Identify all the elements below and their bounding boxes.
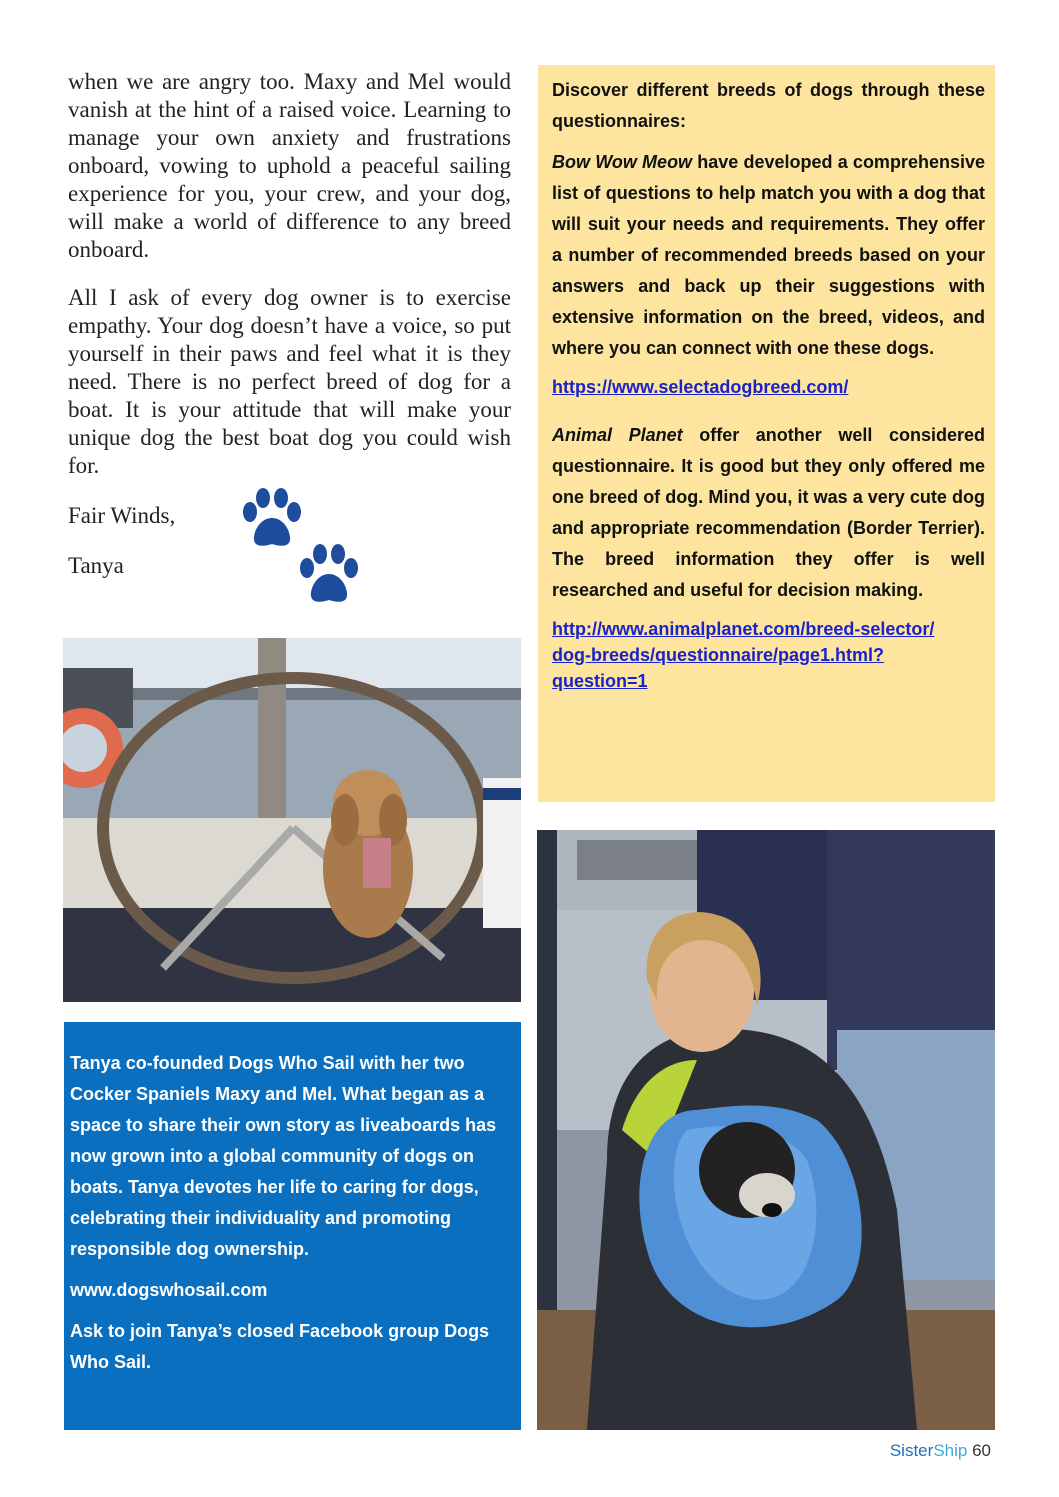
bio-text: Tanya co-founded Dogs Who Sail with her two Cocker Spaniels Maxy and Mel. What began as a space to share their own story as liveaboards has now grown into a global community of dogs on boats. Tanya devotes her life to caring for dogs, celebrating their individuality and promoting responsible dog ownership. bbox=[70, 1053, 497, 1259]
tanya-with-dog-photo bbox=[537, 830, 995, 1430]
animal-planet-paragraph bbox=[552, 420, 985, 606]
breed-questionnaires-box bbox=[538, 65, 995, 802]
paragraph-1: when we are angry too. Maxy and Mel would vanish at the hint of a raised voice. Learning to manage your own anxiety and frustrations onboard, vowing to uphold a peaceful sailing experience for you, your crew, and your dog, will make a world of difference to any breed onboard. bbox=[68, 69, 511, 262]
animal-planet-link-line-1: http://www.animalplanet.com/breed-selector/ bbox=[552, 619, 935, 639]
paw-print-icon bbox=[297, 544, 361, 606]
page-number: 60 bbox=[972, 1441, 991, 1460]
bow-wow-meow-text: have developed a comprehensive list of questions to help match you with a dog that will suit your needs and requirements. They offer a number of recommended breeds based on your answers and back up their suggestions with extensive information on the breed, videos, and where you can connect with one these dogs. bbox=[552, 152, 985, 358]
bio-website[interactable]: www.dogswhosail.com bbox=[70, 1280, 268, 1300]
bio-facebook: Ask to join Tanya’s closed Facebook group Dogs Who Sail. bbox=[70, 1321, 490, 1372]
paragraph-2: All I ask of every dog owner is to exercise empathy. Your dog doesn’t have a voice, so put yourself in their paws and feel what it is they need. There is no perfect breed of dog for a boat. It is your attitude that will make your unique dog the best boat dog you could wish for. bbox=[68, 285, 511, 478]
animal-planet-link[interactable] bbox=[552, 616, 985, 694]
paw-print-icon bbox=[240, 488, 304, 550]
article-body bbox=[68, 68, 511, 500]
bow-wow-meow-name: Bow Wow Meow bbox=[552, 152, 693, 172]
animal-planet-link-line-3: question=1 bbox=[552, 671, 648, 691]
animal-planet-name: Animal Planet bbox=[552, 425, 683, 445]
selectadogbreed-link[interactable]: https://www.selectadogbreed.com/ bbox=[552, 377, 849, 397]
dog-at-helm-photo bbox=[63, 638, 521, 1002]
signature: Tanya bbox=[68, 553, 124, 578]
bow-wow-meow-paragraph bbox=[552, 147, 985, 364]
author-bio-box bbox=[64, 1022, 521, 1430]
brand-ship: Ship bbox=[933, 1441, 968, 1460]
signoff: Fair Winds, bbox=[68, 503, 176, 528]
animal-planet-link-line-2: dog-breeds/questionnaire/page1.html? bbox=[552, 645, 885, 665]
info-heading: Discover different breeds of dogs through these questionnaires: bbox=[552, 80, 985, 131]
animal-planet-text: offer another well considered questionnaire. It is good but they only offered me one breed of dog. Mind you, it was a very cute dog and appropriate recommendation (Border Terrier). The breed information they offer is well researched and useful for decision making. bbox=[552, 425, 986, 600]
page-footer bbox=[890, 1441, 991, 1461]
brand-sister: Sister bbox=[889, 1441, 934, 1460]
